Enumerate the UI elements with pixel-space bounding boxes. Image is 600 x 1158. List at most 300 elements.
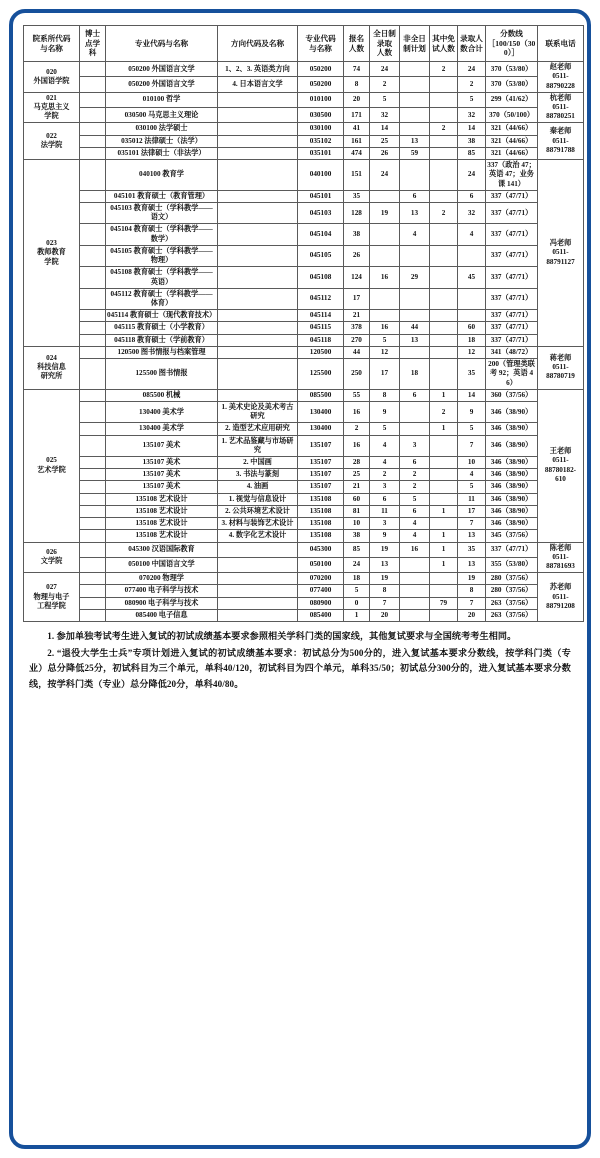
code-cell: 135108 — [298, 493, 344, 505]
major-cell: 135108 艺术设计 — [106, 493, 218, 505]
fulltime-admitted-cell: 19 — [370, 573, 400, 585]
phd-cell — [80, 609, 106, 621]
direction-cell — [218, 123, 298, 135]
exempt-count-cell — [430, 518, 458, 530]
fulltime-admitted-cell: 2 — [370, 469, 400, 481]
code-cell: 045104 — [298, 224, 344, 245]
exempt-count-cell: 2 — [430, 62, 458, 77]
parttime-plan-cell: 13 — [400, 334, 430, 346]
total-admitted-cell: 19 — [458, 573, 486, 585]
total-admitted-cell: 13 — [458, 530, 486, 542]
total-admitted-cell — [458, 310, 486, 322]
exempt-count-cell — [430, 609, 458, 621]
exempt-count-cell: 1 — [430, 557, 458, 572]
direction-cell: 3. 材料与装饰艺术设计 — [218, 518, 298, 530]
parttime-plan-cell: 59 — [400, 147, 430, 159]
exempt-count-cell — [430, 469, 458, 481]
applied-count-cell: 10 — [344, 518, 370, 530]
score-line-cell: 346（38/90） — [486, 401, 538, 422]
parttime-plan-cell — [400, 160, 430, 191]
table-row — [24, 267, 584, 288]
score-line-cell: 346（38/90） — [486, 493, 538, 505]
table-row — [24, 469, 584, 481]
total-admitted-cell: 5 — [458, 481, 486, 493]
code-cell: 130400 — [298, 423, 344, 435]
table-row — [24, 530, 584, 542]
score-line-cell: 200（管理类联考 92；英语 46） — [486, 359, 538, 390]
score-line-cell: 337（47/71） — [486, 267, 538, 288]
parttime-plan-cell: 6 — [400, 389, 430, 401]
footer-notes — [29, 629, 571, 693]
contact-cell: 蒋老师 0511- 88780719 — [538, 346, 584, 389]
parttime-plan-cell — [400, 401, 430, 422]
phd-cell — [80, 401, 106, 422]
direction-cell: 4. 油画 — [218, 481, 298, 493]
applied-count-cell: 38 — [344, 224, 370, 245]
score-line-cell: 355（53/80） — [486, 557, 538, 572]
direction-cell — [218, 224, 298, 245]
major-cell: 120500 图书情报与档案管理 — [106, 346, 218, 358]
column-header-exempt: 其中免 试人数 — [430, 26, 458, 62]
exempt-count-cell — [430, 160, 458, 191]
code-cell: 070200 — [298, 573, 344, 585]
table-row — [24, 557, 584, 572]
code-cell: 045105 — [298, 245, 344, 266]
phd-cell — [80, 389, 106, 401]
phd-cell — [80, 505, 106, 517]
direction-cell — [218, 135, 298, 147]
major-cell: 050200 外国语言文学 — [106, 77, 218, 92]
fulltime-admitted-cell: 11 — [370, 505, 400, 517]
parttime-plan-cell — [400, 423, 430, 435]
major-cell: 085500 机械 — [106, 389, 218, 401]
contact-cell: 秦老师 0511- 88791788 — [538, 123, 584, 160]
score-line-cell: 337（47/71） — [486, 203, 538, 224]
code-cell: 120500 — [298, 346, 344, 358]
direction-cell — [218, 108, 298, 123]
fulltime-admitted-cell — [370, 288, 400, 309]
phd-cell — [80, 518, 106, 530]
fulltime-admitted-cell: 13 — [370, 557, 400, 572]
table-row — [24, 505, 584, 517]
total-admitted-cell: 5 — [458, 92, 486, 107]
major-cell: 045105 教育硕士（学科教学——物理） — [106, 245, 218, 266]
total-admitted-cell: 32 — [458, 203, 486, 224]
parttime-plan-cell — [400, 123, 430, 135]
total-admitted-cell: 4 — [458, 224, 486, 245]
exempt-count-cell — [430, 147, 458, 159]
score-line-cell: 337（47/71） — [486, 322, 538, 334]
score-line-cell: 337（47/71） — [486, 334, 538, 346]
code-cell: 050100 — [298, 557, 344, 572]
direction-cell — [218, 359, 298, 390]
fulltime-admitted-cell — [370, 310, 400, 322]
phd-cell — [80, 493, 106, 505]
column-header-phd: 博士 点学 科 — [80, 26, 106, 62]
applied-count-cell: 5 — [344, 585, 370, 597]
fulltime-admitted-cell: 26 — [370, 147, 400, 159]
table-row — [24, 190, 584, 202]
total-admitted-cell: 24 — [458, 160, 486, 191]
total-admitted-cell: 60 — [458, 322, 486, 334]
direction-cell — [218, 346, 298, 358]
phd-cell — [80, 245, 106, 266]
score-line-cell: 337（47/71） — [486, 288, 538, 309]
exempt-count-cell — [430, 457, 458, 469]
column-header-applied: 报名 人数 — [344, 26, 370, 62]
fulltime-admitted-cell: 24 — [370, 62, 400, 77]
applied-count-cell: 17 — [344, 288, 370, 309]
fulltime-admitted-cell: 20 — [370, 609, 400, 621]
code-cell: 135108 — [298, 505, 344, 517]
code-cell: 045118 — [298, 334, 344, 346]
code-cell: 080900 — [298, 597, 344, 609]
column-header-score: 分数线 ［100/150（300）］ — [486, 26, 538, 62]
total-admitted-cell: 38 — [458, 135, 486, 147]
fulltime-admitted-cell: 32 — [370, 108, 400, 123]
parttime-plan-cell: 5 — [400, 493, 430, 505]
score-line-cell: 346（38/90） — [486, 435, 538, 456]
score-line-cell: 346（38/90） — [486, 423, 538, 435]
total-admitted-cell: 24 — [458, 62, 486, 77]
parttime-plan-cell: 6 — [400, 505, 430, 517]
applied-count-cell: 74 — [344, 62, 370, 77]
table-row — [24, 123, 584, 135]
major-cell: 045104 教育硕士（学科教学——数学） — [106, 224, 218, 245]
applied-count-cell: 85 — [344, 542, 370, 557]
score-line-cell: 337（政治 47；英语 47；业务课 141） — [486, 160, 538, 191]
code-cell: 125500 — [298, 359, 344, 390]
total-admitted-cell: 11 — [458, 493, 486, 505]
code-cell: 030100 — [298, 123, 344, 135]
code-cell: 135107 — [298, 469, 344, 481]
table-row — [24, 288, 584, 309]
fulltime-admitted-cell: 2 — [370, 77, 400, 92]
direction-cell — [218, 585, 298, 597]
score-line-cell: 345（37/56） — [486, 530, 538, 542]
major-cell: 130400 美术学 — [106, 401, 218, 422]
parttime-plan-cell — [400, 62, 430, 77]
total-admitted-cell: 8 — [458, 585, 486, 597]
applied-count-cell: 124 — [344, 267, 370, 288]
major-cell: 135108 艺术设计 — [106, 530, 218, 542]
table-row — [24, 203, 584, 224]
applied-count-cell: 151 — [344, 160, 370, 191]
fulltime-admitted-cell: 8 — [370, 389, 400, 401]
total-admitted-cell: 7 — [458, 518, 486, 530]
table-row — [24, 609, 584, 621]
total-admitted-cell — [458, 245, 486, 266]
parttime-plan-cell — [400, 92, 430, 107]
direction-cell: 1. 视觉与信息设计 — [218, 493, 298, 505]
footer-note-1: 1. 参加单独考试考生进入复试的初试成绩基本要求参照相关学科门类的国家线，其他复试要求与全国统考考生相同。 — [47, 631, 517, 642]
phd-cell — [80, 203, 106, 224]
fulltime-admitted-cell: 16 — [370, 267, 400, 288]
table-row — [24, 108, 584, 123]
direction-cell — [218, 310, 298, 322]
column-header-major: 专业代码与名称 — [106, 26, 218, 62]
fulltime-admitted-cell: 19 — [370, 542, 400, 557]
code-cell: 050200 — [298, 77, 344, 92]
parttime-plan-cell: 2 — [400, 481, 430, 493]
parttime-plan-cell: 18 — [400, 359, 430, 390]
major-cell: 045103 教育硕士（学科教学——语文） — [106, 203, 218, 224]
direction-cell — [218, 92, 298, 107]
contact-cell: 冯老师 0511- 88791127 — [538, 160, 584, 347]
major-cell: 050100 中国语言文学 — [106, 557, 218, 572]
table-row — [24, 359, 584, 390]
score-line-cell: 280（37/56） — [486, 573, 538, 585]
code-cell: 130400 — [298, 401, 344, 422]
table-row — [24, 77, 584, 92]
score-line-cell: 370（53/80） — [486, 77, 538, 92]
parttime-plan-cell: 4 — [400, 518, 430, 530]
major-cell: 135108 艺术设计 — [106, 505, 218, 517]
parttime-plan-cell — [400, 573, 430, 585]
parttime-plan-cell — [400, 288, 430, 309]
applied-count-cell: 35 — [344, 190, 370, 202]
phd-cell — [80, 481, 106, 493]
parttime-plan-cell — [400, 245, 430, 266]
table-row — [24, 62, 584, 77]
total-admitted-cell: 85 — [458, 147, 486, 159]
exempt-count-cell — [430, 585, 458, 597]
score-line-cell: 321（44/66） — [486, 123, 538, 135]
applied-count-cell: 16 — [344, 401, 370, 422]
code-cell: 050200 — [298, 62, 344, 77]
table-row — [24, 92, 584, 107]
fulltime-admitted-cell: 19 — [370, 203, 400, 224]
applied-count-cell: 38 — [344, 530, 370, 542]
exempt-count-cell — [430, 190, 458, 202]
total-admitted-cell — [458, 288, 486, 309]
major-cell: 125500 图书情报 — [106, 359, 218, 390]
exempt-count-cell: 1 — [430, 423, 458, 435]
applied-count-cell: 171 — [344, 108, 370, 123]
column-header-parttime: 非全日 制计划 — [400, 26, 430, 62]
column-header-contact: 联系电话 — [538, 26, 584, 62]
total-admitted-cell: 14 — [458, 389, 486, 401]
applied-count-cell: 20 — [344, 92, 370, 107]
applied-count-cell: 161 — [344, 135, 370, 147]
fulltime-admitted-cell: 9 — [370, 530, 400, 542]
direction-cell — [218, 147, 298, 159]
table-header — [24, 26, 584, 62]
column-header-total: 录取人 数合计 — [458, 26, 486, 62]
exempt-count-cell: 2 — [430, 123, 458, 135]
score-line-cell: 337（47/71） — [486, 542, 538, 557]
direction-cell — [218, 542, 298, 557]
direction-cell: 3. 书法与篆刻 — [218, 469, 298, 481]
major-cell: 130400 美术学 — [106, 423, 218, 435]
dept-cell: 024 科技信息 研究所 — [24, 346, 80, 389]
code-cell: 135108 — [298, 530, 344, 542]
table-row — [24, 135, 584, 147]
applied-count-cell: 378 — [344, 322, 370, 334]
phd-cell — [80, 457, 106, 469]
table-row — [24, 334, 584, 346]
applied-count-cell: 8 — [344, 77, 370, 92]
phd-cell — [80, 557, 106, 572]
table-row — [24, 147, 584, 159]
parttime-plan-cell: 6 — [400, 457, 430, 469]
phd-cell — [80, 108, 106, 123]
parttime-plan-cell — [400, 77, 430, 92]
total-admitted-cell: 12 — [458, 346, 486, 358]
contact-cell: 赵老师 0511- 88790228 — [538, 62, 584, 93]
parttime-plan-cell — [400, 609, 430, 621]
major-cell: 045101 教育硕士（教育管理） — [106, 190, 218, 202]
code-cell: 030500 — [298, 108, 344, 123]
total-admitted-cell: 10 — [458, 457, 486, 469]
parttime-plan-cell: 6 — [400, 190, 430, 202]
direction-cell — [218, 203, 298, 224]
score-line-cell: 337（47/71） — [486, 224, 538, 245]
code-cell: 035101 — [298, 147, 344, 159]
phd-cell — [80, 92, 106, 107]
major-cell: 030500 马克思主义理论 — [106, 108, 218, 123]
dept-cell: 020 外国语学院 — [24, 62, 80, 93]
major-cell: 135107 美术 — [106, 435, 218, 456]
footer-note-2: 2. “退役大学生士兵”专项计划进入复试的初试成绩基本要求：初试总分为500分的，进入复试基本要求分数线，按学科门类（专业）总分降低25分，初试科目为三个单元，单科40/120，初试科目为四个单元，单科35/50；初试总分300分的，进入复试基本要求分数线，按学科门类（专业）总分降低20分，单科40/80。 — [29, 647, 571, 690]
score-line-cell: 321（44/66） — [486, 147, 538, 159]
fulltime-admitted-cell: 3 — [370, 481, 400, 493]
total-admitted-cell: 32 — [458, 108, 486, 123]
major-cell: 135107 美术 — [106, 457, 218, 469]
exempt-count-cell — [430, 135, 458, 147]
major-cell: 080900 电子科学与技术 — [106, 597, 218, 609]
phd-cell — [80, 267, 106, 288]
exempt-count-cell — [430, 346, 458, 358]
fulltime-admitted-cell: 24 — [370, 160, 400, 191]
direction-cell — [218, 322, 298, 334]
direction-cell — [218, 334, 298, 346]
contact-cell: 王老师 0511- 88780182- 610 — [538, 389, 584, 542]
major-cell: 045112 教育硕士（学科教学——体育） — [106, 288, 218, 309]
major-cell: 045108 教育硕士（学科教学——英语） — [106, 267, 218, 288]
table-row — [24, 481, 584, 493]
direction-cell — [218, 609, 298, 621]
major-cell: 077400 电子科学与技术 — [106, 585, 218, 597]
total-admitted-cell: 14 — [458, 123, 486, 135]
phd-cell — [80, 530, 106, 542]
document-frame — [9, 9, 591, 1149]
score-line-cell: 337（47/71） — [486, 245, 538, 266]
major-cell: 050200 外国语言文学 — [106, 62, 218, 77]
score-line-cell: 263（37/56） — [486, 609, 538, 621]
table-row — [24, 160, 584, 191]
dept-cell: 021 马克思主义 学院 — [24, 92, 80, 123]
phd-cell — [80, 542, 106, 557]
applied-count-cell: 18 — [344, 573, 370, 585]
contact-cell: 苏老师 0511- 88791208 — [538, 573, 584, 622]
fulltime-admitted-cell: 12 — [370, 346, 400, 358]
applied-count-cell: 1 — [344, 609, 370, 621]
total-admitted-cell: 13 — [458, 557, 486, 572]
applied-count-cell: 128 — [344, 203, 370, 224]
table-row — [24, 310, 584, 322]
fulltime-admitted-cell: 8 — [370, 585, 400, 597]
table-row — [24, 435, 584, 456]
exempt-count-cell — [430, 322, 458, 334]
score-line-cell: 346（38/90） — [486, 518, 538, 530]
parttime-plan-cell — [400, 346, 430, 358]
contact-cell: 杭老师 0511- 88780251 — [538, 92, 584, 123]
total-admitted-cell: 35 — [458, 359, 486, 390]
parttime-plan-cell — [400, 557, 430, 572]
code-cell: 045112 — [298, 288, 344, 309]
parttime-plan-cell: 16 — [400, 542, 430, 557]
parttime-plan-cell: 29 — [400, 267, 430, 288]
fulltime-admitted-cell: 4 — [370, 435, 400, 456]
fulltime-admitted-cell — [370, 224, 400, 245]
dept-cell: 027 物理与电子 工程学院 — [24, 573, 80, 622]
exempt-count-cell: 2 — [430, 203, 458, 224]
score-line-cell: 360（37/56） — [486, 389, 538, 401]
fulltime-admitted-cell: 5 — [370, 423, 400, 435]
fulltime-admitted-cell — [370, 245, 400, 266]
total-admitted-cell: 9 — [458, 401, 486, 422]
phd-cell — [80, 123, 106, 135]
table-row — [24, 597, 584, 609]
table-row — [24, 457, 584, 469]
fulltime-admitted-cell: 5 — [370, 92, 400, 107]
code-cell: 045103 — [298, 203, 344, 224]
table-row — [24, 423, 584, 435]
direction-cell: 4. 日本语言文学 — [218, 77, 298, 92]
applied-count-cell: 41 — [344, 123, 370, 135]
fulltime-admitted-cell: 4 — [370, 457, 400, 469]
phd-cell — [80, 334, 106, 346]
code-cell: 035102 — [298, 135, 344, 147]
direction-cell: 1. 美术史论及美术考古研究 — [218, 401, 298, 422]
contact-cell: 陈老师 0511- 88781693 — [538, 542, 584, 573]
score-line-cell: 346（38/90） — [486, 469, 538, 481]
phd-cell — [80, 359, 106, 390]
parttime-plan-cell: 2 — [400, 469, 430, 481]
applied-count-cell: 250 — [344, 359, 370, 390]
code-cell: 045108 — [298, 267, 344, 288]
applied-count-cell: 16 — [344, 435, 370, 456]
parttime-plan-cell — [400, 585, 430, 597]
code-cell: 045115 — [298, 322, 344, 334]
exempt-count-cell — [430, 435, 458, 456]
table-row — [24, 346, 584, 358]
phd-cell — [80, 597, 106, 609]
parttime-plan-cell: 4 — [400, 530, 430, 542]
table-row — [24, 542, 584, 557]
major-cell: 030100 法学硕士 — [106, 123, 218, 135]
code-cell: 045114 — [298, 310, 344, 322]
score-line-cell: 280（37/56） — [486, 585, 538, 597]
score-line-cell: 346（38/90） — [486, 505, 538, 517]
applied-count-cell: 81 — [344, 505, 370, 517]
score-line-cell: 299（41/62） — [486, 92, 538, 107]
phd-cell — [80, 224, 106, 245]
direction-cell — [218, 245, 298, 266]
direction-cell — [218, 267, 298, 288]
dept-cell: 025 艺术学院 — [24, 389, 80, 542]
total-admitted-cell: 6 — [458, 190, 486, 202]
parttime-plan-cell — [400, 310, 430, 322]
direction-cell: 1. 艺术品鉴藏与市场研究 — [218, 435, 298, 456]
table-row — [24, 518, 584, 530]
parttime-plan-cell: 44 — [400, 322, 430, 334]
applied-count-cell: 55 — [344, 389, 370, 401]
score-line-cell: 337（47/71） — [486, 190, 538, 202]
table-row — [24, 493, 584, 505]
exempt-count-cell — [430, 288, 458, 309]
